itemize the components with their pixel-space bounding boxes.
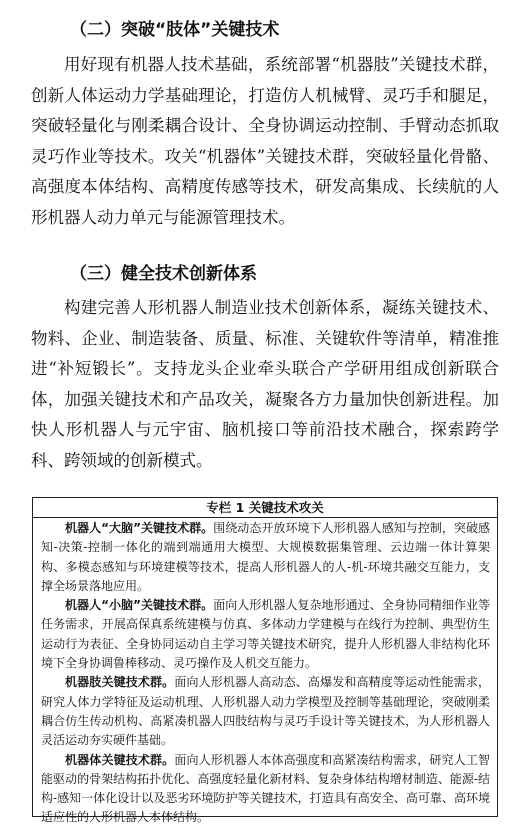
box-title: 专栏 1 关键技术攻关 bbox=[33, 498, 497, 518]
section-paragraph-3: 构建完善人形机器人制造业技术创新体系，凝练关键技术、物料、企业、制造装备、质量、标准、关键软件等清单，精准推进“补短锻长”。支持龙头企业牵头联合产学研用组成创新联合体，加强关键技术和产品攻关，凝聚各方力量加快创新进程。加快人形机器人与元宇宙、脑机接口等前沿技术融合，探索跨学科、跨领域的创新模式。 bbox=[31, 298, 499, 470]
box-item-cerebellum bbox=[41, 596, 490, 673]
box-item-lead: 机器人“小脑”关键技术群。 bbox=[65, 598, 214, 613]
box-body bbox=[33, 518, 497, 828]
box-item-lead: 机器体关键技术群。 bbox=[65, 752, 175, 767]
box-item-text: 面向人形机器人复杂地形通过、全身协同精细作业等任务需求，开展高保真系统建模与仿真、多体动力学建模与在线行为控制、典型仿生运动行为表征、全身协同运动自主学习等关键技术研究，提升人形机器人非结构化环境下全身协调鲁棒移动、灵巧操作及人机交互能力。 bbox=[41, 598, 490, 671]
box-item-text: 面向人形机器人本体高强度和高紧凑结构需求，研究人工智能驱动的骨架结构拓扑优化、高强度轻量化新材料、复杂身体结构增材制造、能源-结构-感知一体化设计以及恶劣环境防护等关键技术，打造具有高安全、高可靠、高环境适应性的人形机器人本体结构。 bbox=[41, 752, 490, 825]
box-item-text: 围绕动态开放环境下人形机器人感知与控制，突破感知-决策-控制一体化的端到端通用大模型、大规模数据集管理、云边端一体计算架构、多模态感知与环境建模等技术，提高人形机器人的人-机-环境共融交互能力，支撑全场景落地应用。 bbox=[41, 521, 490, 593]
section-heading-2: （二）突破“肢体”关键技术 bbox=[70, 20, 280, 40]
box-item-limb bbox=[41, 673, 490, 750]
box-item-text: 面向人形机器人高动态、高爆发和高精度等运动性能需求，研究人体力学特征及运动机理、人形机器人动力学模型及控制等基础理论，突破刚柔耦合仿生传动机构、高紧凑机器人四肢结构与灵巧手设计等关键技术，为人形机器人灵活运动夯实硬件基础。 bbox=[41, 675, 490, 748]
section-paragraph-2: 用好现有机器人技术基础，系统部署“机器肢”关键技术群，创新人体运动力学基础理论，打造仿人机械臂、灵巧手和腿足，突破轻量化与刚柔耦合设计、全身协调运动控制、手臂动态抓取灵巧作业等技术。攻关“机器体”关键技术群，突破轻量化骨骼、高强度本体结构、高精度传感等技术，研发高集成、长续航的人形机器人动力单元与能源管理技术。 bbox=[31, 55, 499, 227]
box-item-lead: 机器人“大脑”关键技术群。 bbox=[65, 521, 214, 535]
box-item-body bbox=[41, 751, 490, 828]
section-heading-3: （三）健全技术创新体系 bbox=[70, 264, 257, 284]
column-box bbox=[32, 497, 498, 825]
box-item-brain bbox=[41, 519, 490, 596]
box-item-lead: 机器肢关键技术群。 bbox=[65, 675, 175, 690]
